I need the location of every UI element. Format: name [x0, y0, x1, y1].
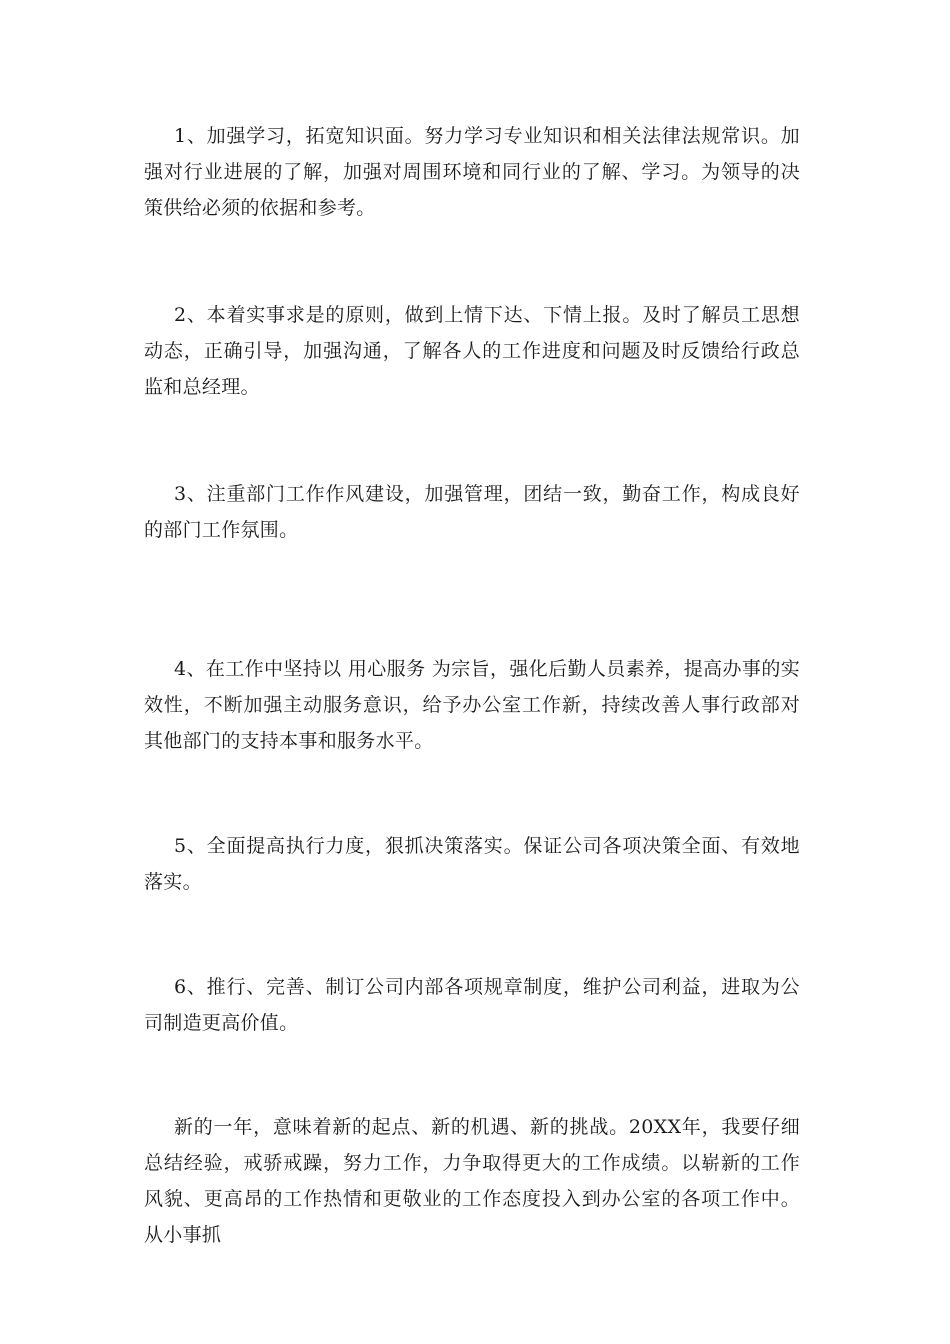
paragraph-item-2: 2、本着实事求是的原则，做到上情下达、下情上报。及时了解员工思想动态，正确引导，加强沟通，了解各人的工作进度和问题及时反馈给行政总监和总经理。: [144, 304, 800, 398]
paragraph-item-5: 5、全面提高执行力度，狠抓决策落实。保证公司各项决策全面、有效地落实。: [144, 835, 800, 893]
paragraph-item-3: 3、注重部门工作作风建设，加强管理，团结一致，勤奋工作，构成良好的部门工作氛围。: [144, 483, 800, 541]
paragraph-item-1: 1、加强学习，拓宽知识面。努力学习专业知识和相关法律法规常识。加强对行业进展的了解，加强对周围环境和同行业的了解、学习。为领导的决策供给必须的依据和参考。: [144, 125, 800, 219]
paragraph-item-6: 6、推行、完善、制订公司内部各项规章制度，维护公司利益，进取为公司制造更高价值。: [144, 976, 800, 1034]
paragraph-item-4: 4、在工作中坚持以 用心服务 为宗旨，强化后勤人员素养，提高办事的实效性，不断加强主动服务意识，给予办公室工作新，持续改善人事行政部对其他部门的支持本事和服务水平。: [144, 658, 800, 752]
closing-paragraph: 新的一年，意味着新的起点、新的机遇、新的挑战。20XX年，我要仔细总结经验，戒骄戒躁，努力工作，力争取得更大的工作成绩。以崭新的工作风貌、更高昂的工作热情和更敬业的工作态度投入到办公室的各项工作中。从小事抓: [144, 1116, 800, 1246]
